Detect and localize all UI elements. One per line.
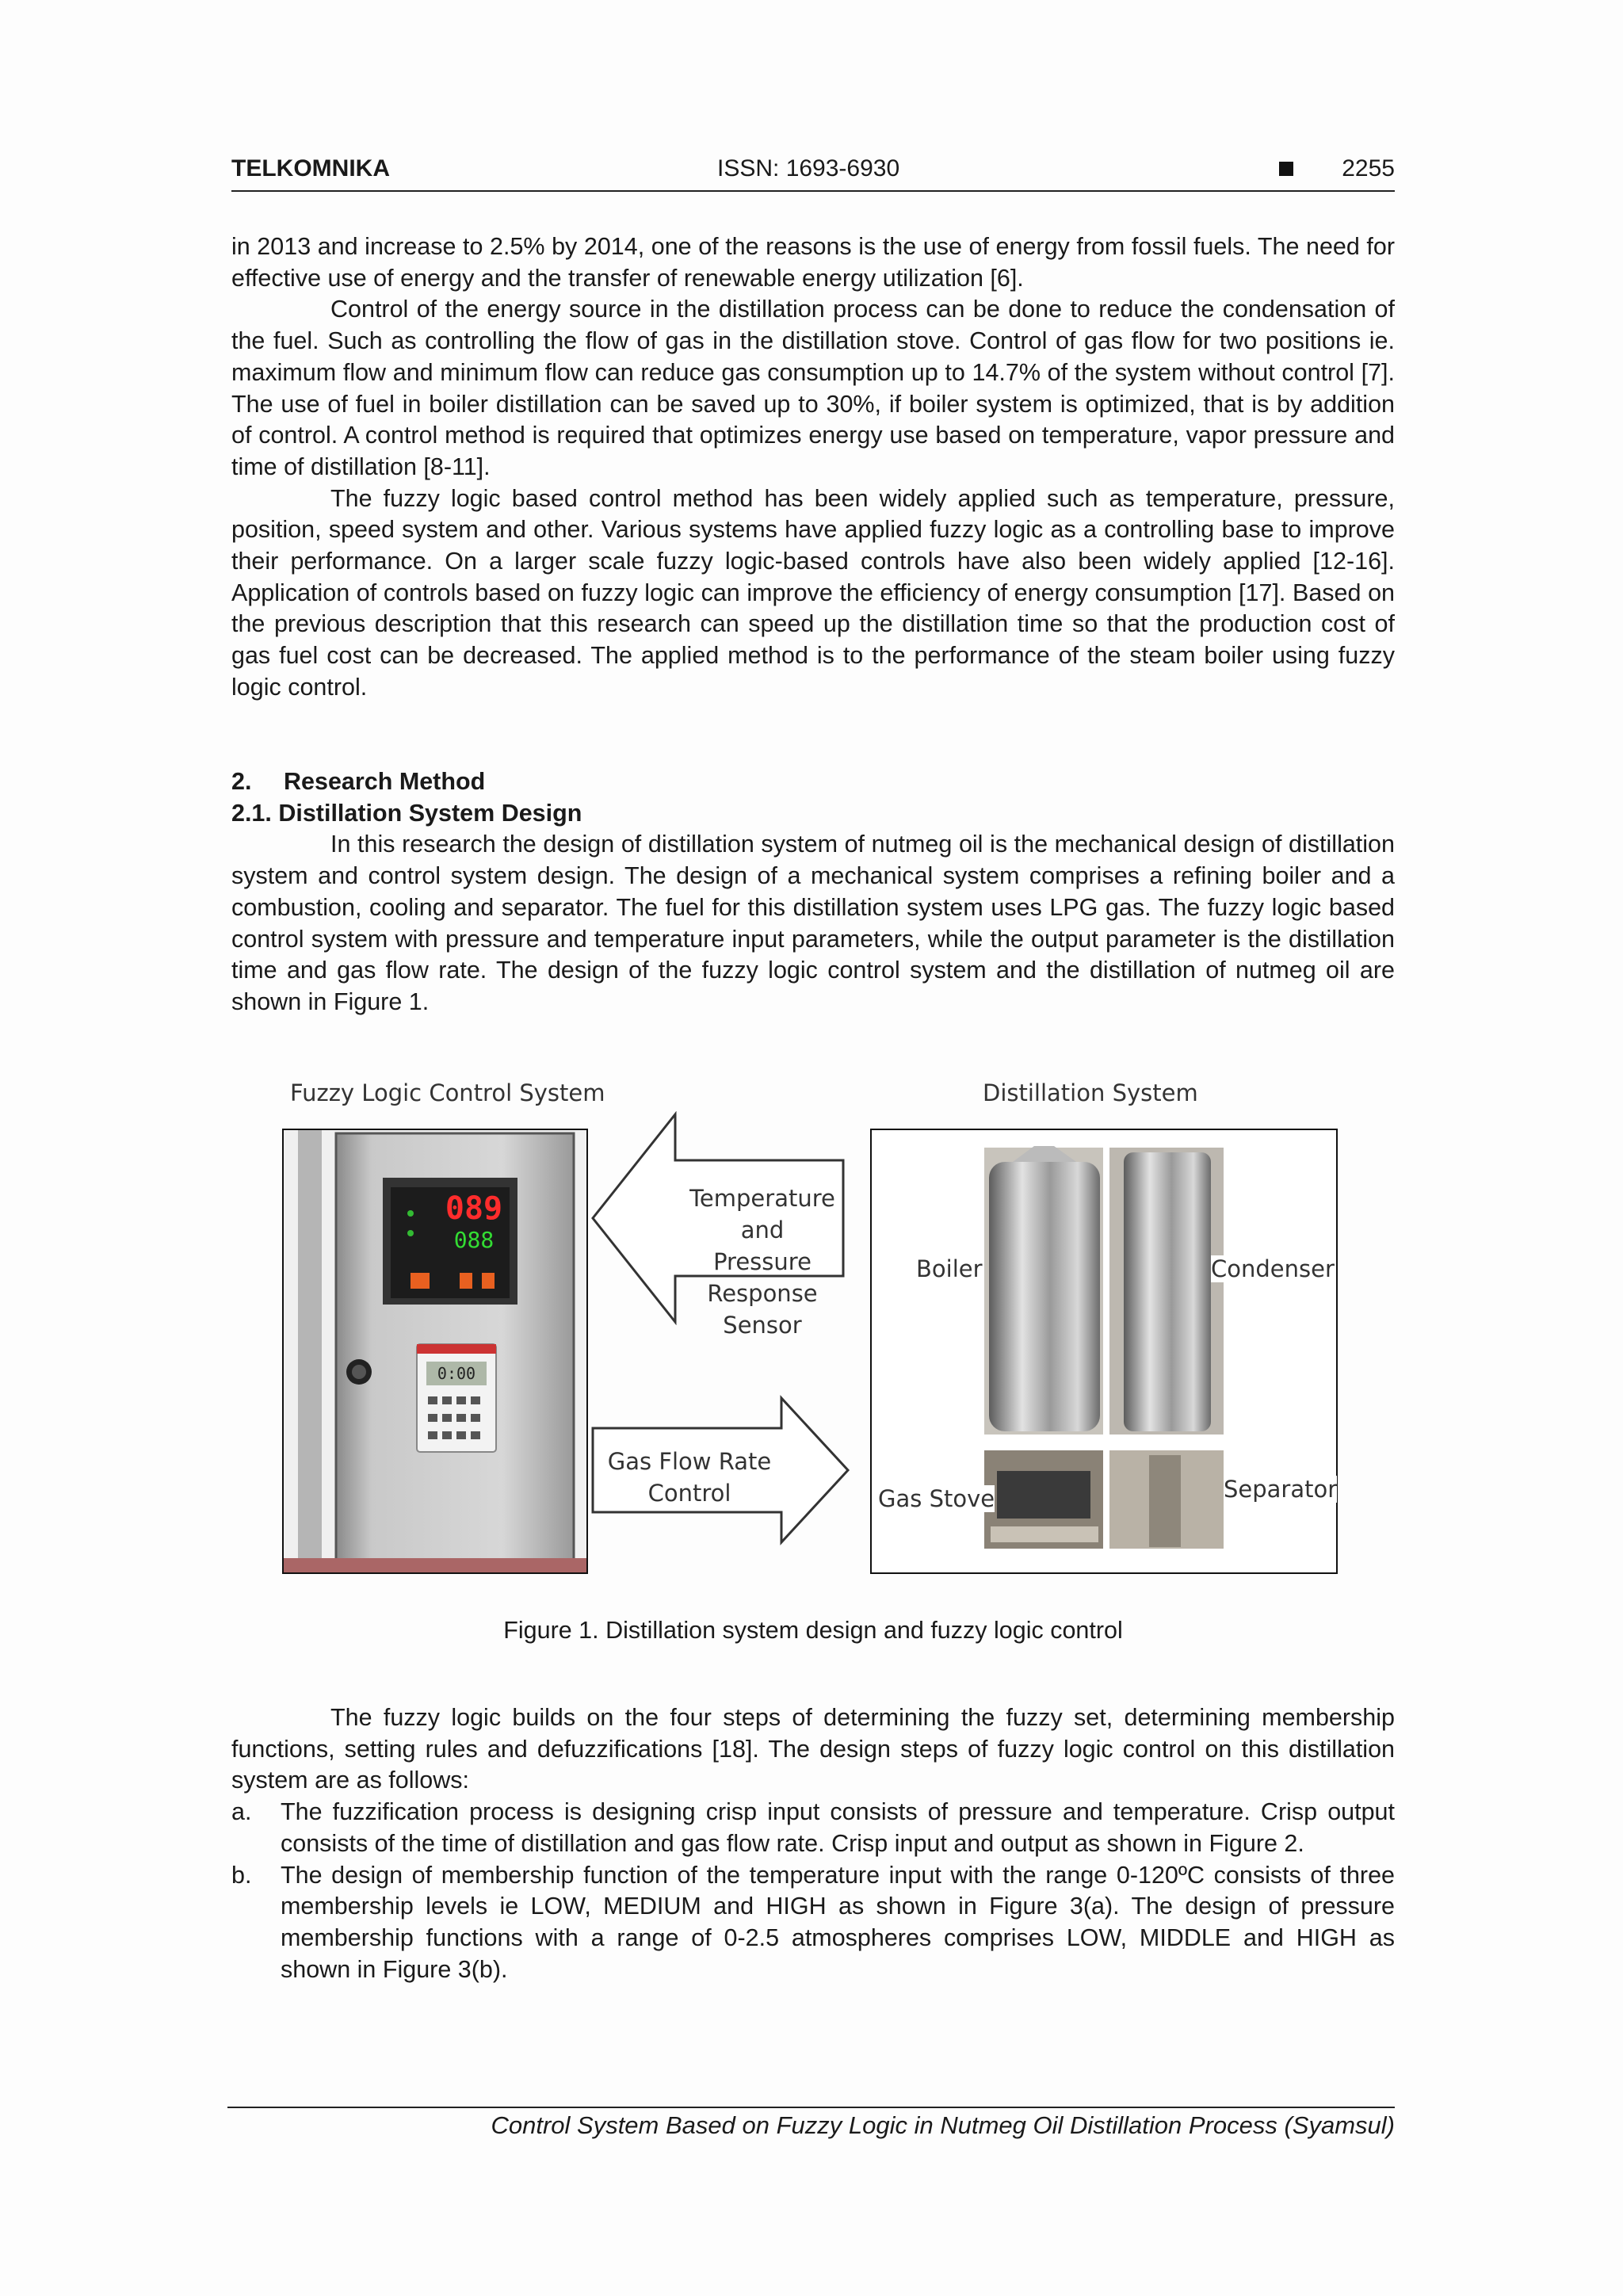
figure-right-title: Distillation System [983, 1079, 1198, 1106]
figure-left-title: Fuzzy Logic Control System [290, 1079, 605, 1106]
control-panel-photo [282, 1129, 588, 1574]
control-cabinet-image [284, 1130, 586, 1572]
running-header [231, 155, 1395, 192]
boiler-label: Boiler [916, 1255, 983, 1282]
paragraph: Control of the energy source in the distillation process can be done to reduce the condensation of the fuel. Such as controlling the flow of gas in the distillation stove. Control of gas flow for two positions ie. maximum flow and minimum flow can reduce gas consumption up to 14.7% of the system without control [7]. The use of fuel in boiler distillation can be saved up to 30%, if boiler system is optimized, that is by addition of control. A control method is required that optimizes energy use based on temperature, vapor pressure and time of distillation [8-11]. [231, 296, 1395, 480]
gas-stove-label: Gas Stove [878, 1485, 995, 1512]
paragraph: The fuzzy logic based control method has been widely applied such as temperature, pressure, position, speed system and other. Various systems have applied fuzzy logic as a controlling base to improve their performance. On a larger scale fuzzy logic-based controls have also been widely applied [12-16]. Application of controls based on fuzzy logic can improve the efficiency of energy consumption [17]. Based on the previous description that this research can speed up the distillation time so that the production cost of gas fuel cost can be decreased. The applied method is to the performance of the steam boiler using fuzzy logic control. [231, 484, 1395, 701]
paragraph: In this research the design of distillation system of nutmeg oil is the mechanical design of distillation system and control system design. The design of a mechanical system comprises a refining boiler and a combustion, cooling and separator. The fuel for this distillation system uses LPG gas. The fuzzy logic based control system with pressure and temperature input parameters, while the output parameter is the distillation time and gas flow rate. The design of the fuzzy logic control system and the distillation of nutmeg oil are shown in Figure 1. [231, 831, 1395, 1015]
issn: ISSN: 1693-6930 [717, 155, 900, 181]
timer-display: 0:00 [437, 1364, 476, 1383]
subsection-heading: 2.1. Distillation System Design [231, 799, 582, 827]
design-steps-list [231, 1797, 1395, 1985]
figure-1 [279, 1079, 1344, 1577]
fuzzy-steps-text [231, 1702, 1395, 1985]
arrow-sensor-label: Temperature and Pressure Response Sensor [689, 1185, 835, 1339]
paragraph: The fuzzy logic builds on the four steps of determining the fuzzy set, determining membership functions, setting rules and defuzzifications [18]. The design steps of fuzzy logic control on this distillation system are as follows: [231, 1704, 1395, 1794]
intro-text [231, 231, 1395, 704]
running-footer [227, 2107, 1395, 2139]
temperature-display-red: 089 [445, 1190, 503, 1227]
square-bullet-icon [1279, 162, 1293, 176]
separator-label: Separator [1224, 1476, 1338, 1503]
arrow-gas-flow-label: Gas Flow Rate Control [607, 1448, 772, 1507]
paragraph: in 2013 and increase to 2.5% by 2014, one of the reasons is the use of energy from fossil fuels. The need for effective use of energy and the transfer of renewable energy utilization [6]. [231, 233, 1395, 292]
section-research-method [231, 766, 1395, 1018]
journal-name: TELKOMNIKA [231, 155, 390, 181]
page-number: 2255 [1342, 155, 1395, 181]
list-item: b. The design of membership function of the temperature input with the range 0-120ºC consists of three membership levels ie LOW, MEDIUM and HIGH as shown in Figure 3(a). The design of pressure membership functions with a range of 0-2.5 atmospheres comprises LOW, MIDDLE and HIGH as shown in Figure 3(b). [231, 1861, 1395, 1983]
list-item: a. The fuzzification process is designing crisp input consists of pressure and temperature. Crisp output consists of the time of distillation and gas flow rate. Crisp input and output as shown in Figure 2. [231, 1798, 1395, 1857]
figure-caption: Figure 1. Distillation system design and fuzzy logic control [503, 1617, 1123, 1644]
section-heading: 2. Research Method [231, 768, 486, 795]
condenser-label: Condenser [1211, 1255, 1335, 1282]
footer-title: Control System Based on Fuzzy Logic in Nutmeg Oil Distillation Process (Syamsul) [491, 2111, 1395, 2139]
temperature-display-green: 088 [453, 1227, 495, 1253]
